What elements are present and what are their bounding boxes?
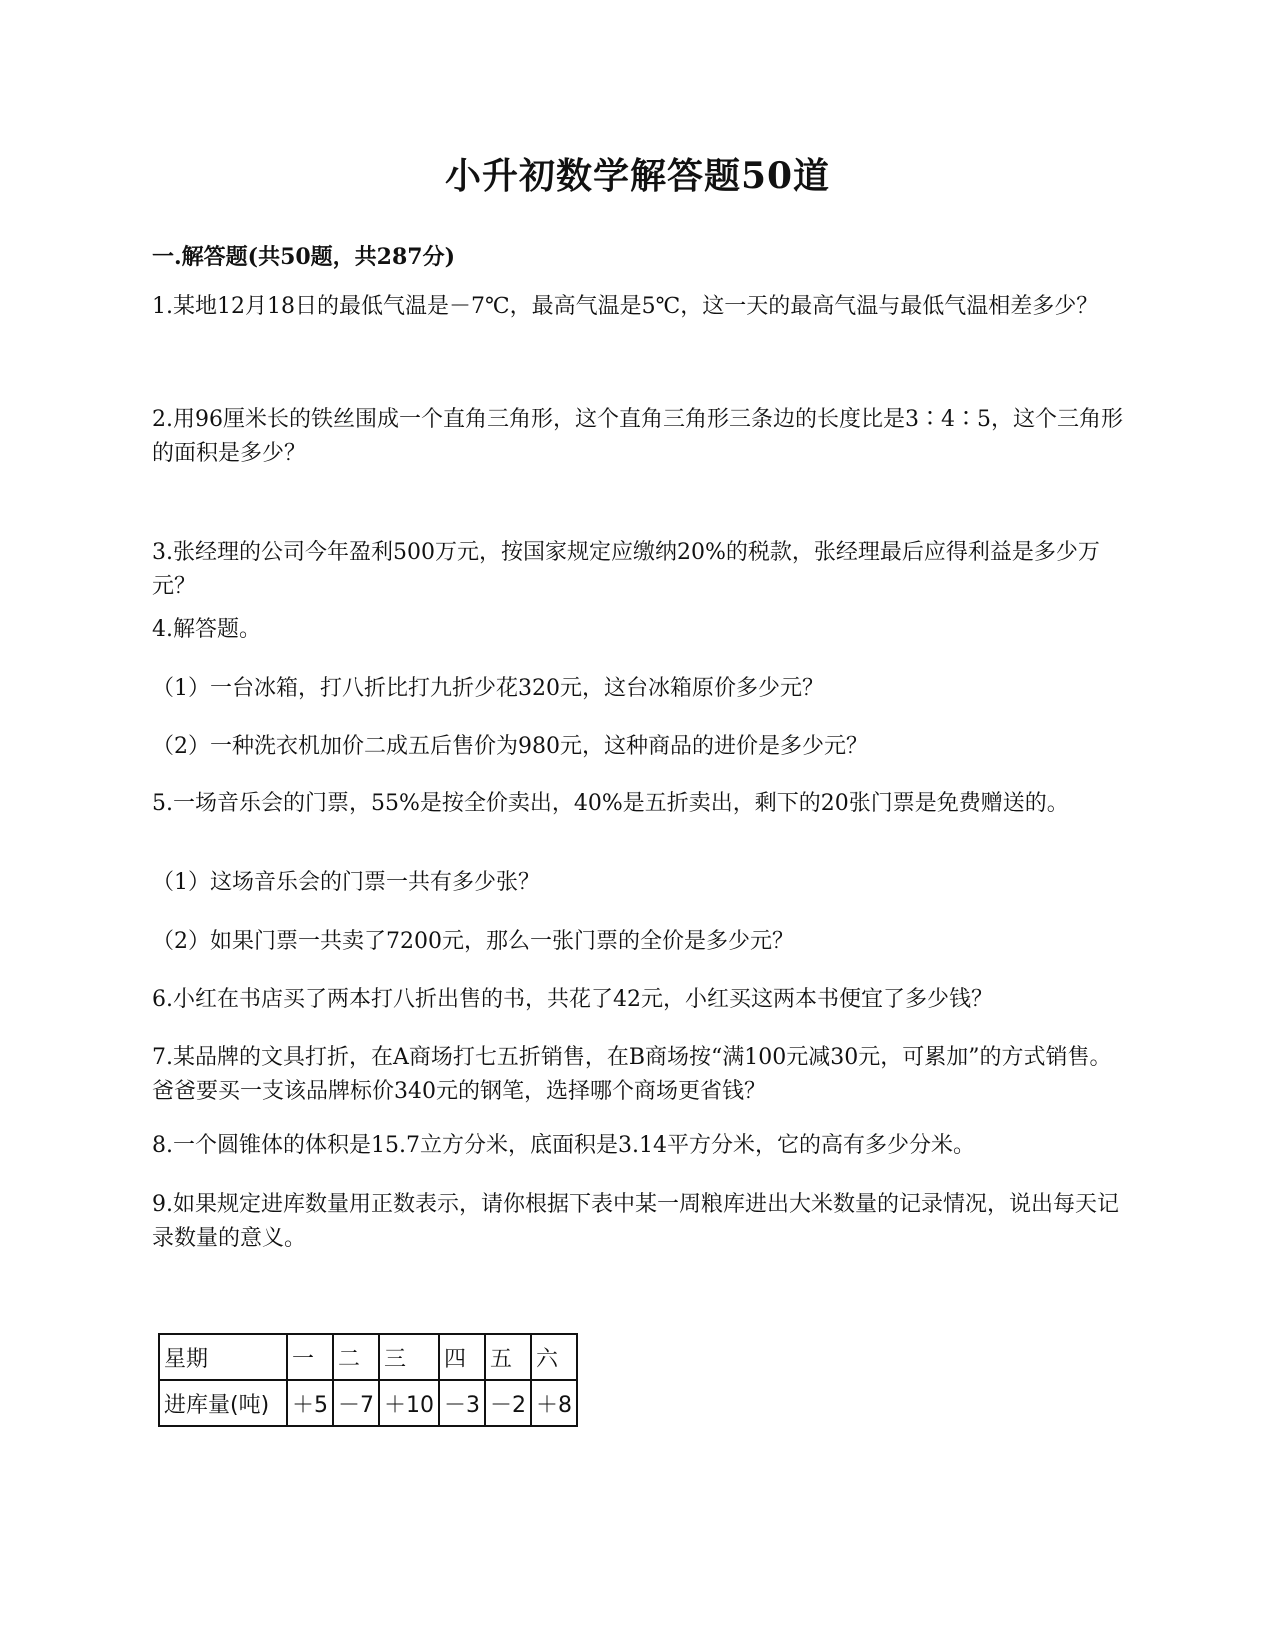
question-2: 2.用96厘米长的铁丝围成一个直角三角形，这个直角三角形三条边的长度比是3∶4∶5，这个三角形的面积是多少？ bbox=[152, 407, 1123, 466]
question-6: 6.小红在书店买了两本打八折出售的书，共花了42元，小红买这两本书便宜了多少钱？ bbox=[152, 987, 993, 1012]
question-4-part-1: （1）一台冰箱，打八折比打九折少花320元，这台冰箱原价多少元？ bbox=[152, 676, 824, 701]
amount-cell: －7 bbox=[333, 1380, 379, 1426]
question-4: 4.解答题。 bbox=[152, 617, 261, 642]
question-9: 9.如果规定进库数量用正数表示，请你根据下表中某一周粮库进出大米数量的记录情况，说出每天记录数量的意义。 bbox=[152, 1192, 1119, 1251]
table-row bbox=[159, 1380, 577, 1426]
row-label-weekday: 星期 bbox=[159, 1334, 287, 1380]
day-cell: 三 bbox=[379, 1334, 439, 1380]
day-cell: 五 bbox=[485, 1334, 531, 1380]
amount-cell: ＋5 bbox=[287, 1380, 333, 1426]
amount-cell: －2 bbox=[485, 1380, 531, 1426]
section-heading: 一.解答题(共50题，共287分) bbox=[152, 244, 456, 270]
question-5-part-2: （2）如果门票一共卖了7200元，那么一张门票的全价是多少元？ bbox=[152, 929, 794, 954]
question-1: 1.某地12月18日的最低气温是－7℃，最高气温是5℃，这一天的最高气温与最低气温相差多少？ bbox=[152, 294, 1099, 319]
amount-cell: －3 bbox=[439, 1380, 485, 1426]
question-4-part-2: （2）一种洗衣机加价二成五后售价为980元，这种商品的进价是多少元？ bbox=[152, 734, 868, 759]
amount-cell: ＋10 bbox=[379, 1380, 439, 1426]
day-cell: 一 bbox=[287, 1334, 333, 1380]
day-cell: 四 bbox=[439, 1334, 485, 1380]
amount-cell: ＋8 bbox=[531, 1380, 577, 1426]
day-cell: 二 bbox=[333, 1334, 379, 1380]
day-cell: 六 bbox=[531, 1334, 577, 1380]
row-label-amount: 进库量(吨) bbox=[159, 1380, 287, 1426]
question-7: 7.某品牌的文具打折，在A商场打七五折销售，在B商场按“满100元减30元，可累加”的方式销售。爸爸要买一支该品牌标价340元的钢笔，选择哪个商场更省钱？ bbox=[152, 1045, 1112, 1104]
table-row bbox=[159, 1334, 577, 1380]
question-8: 8.一个圆锥体的体积是15.7立方分米，底面积是3.14平方分米，它的高有多少分米。 bbox=[152, 1133, 975, 1158]
page-title: 小升初数学解答题50道 bbox=[444, 155, 831, 197]
question-3: 3.张经理的公司今年盈利500万元，按国家规定应缴纳20%的税款，张经理最后应得利益是多少万元？ bbox=[152, 540, 1100, 599]
grain-inventory-table bbox=[158, 1333, 578, 1427]
question-5-part-1: （1）这场音乐会的门票一共有多少张？ bbox=[152, 870, 540, 895]
question-5: 5.一场音乐会的门票，55%是按全价卖出，40%是五折卖出，剩下的20张门票是免费赠送的。 bbox=[152, 791, 1069, 816]
